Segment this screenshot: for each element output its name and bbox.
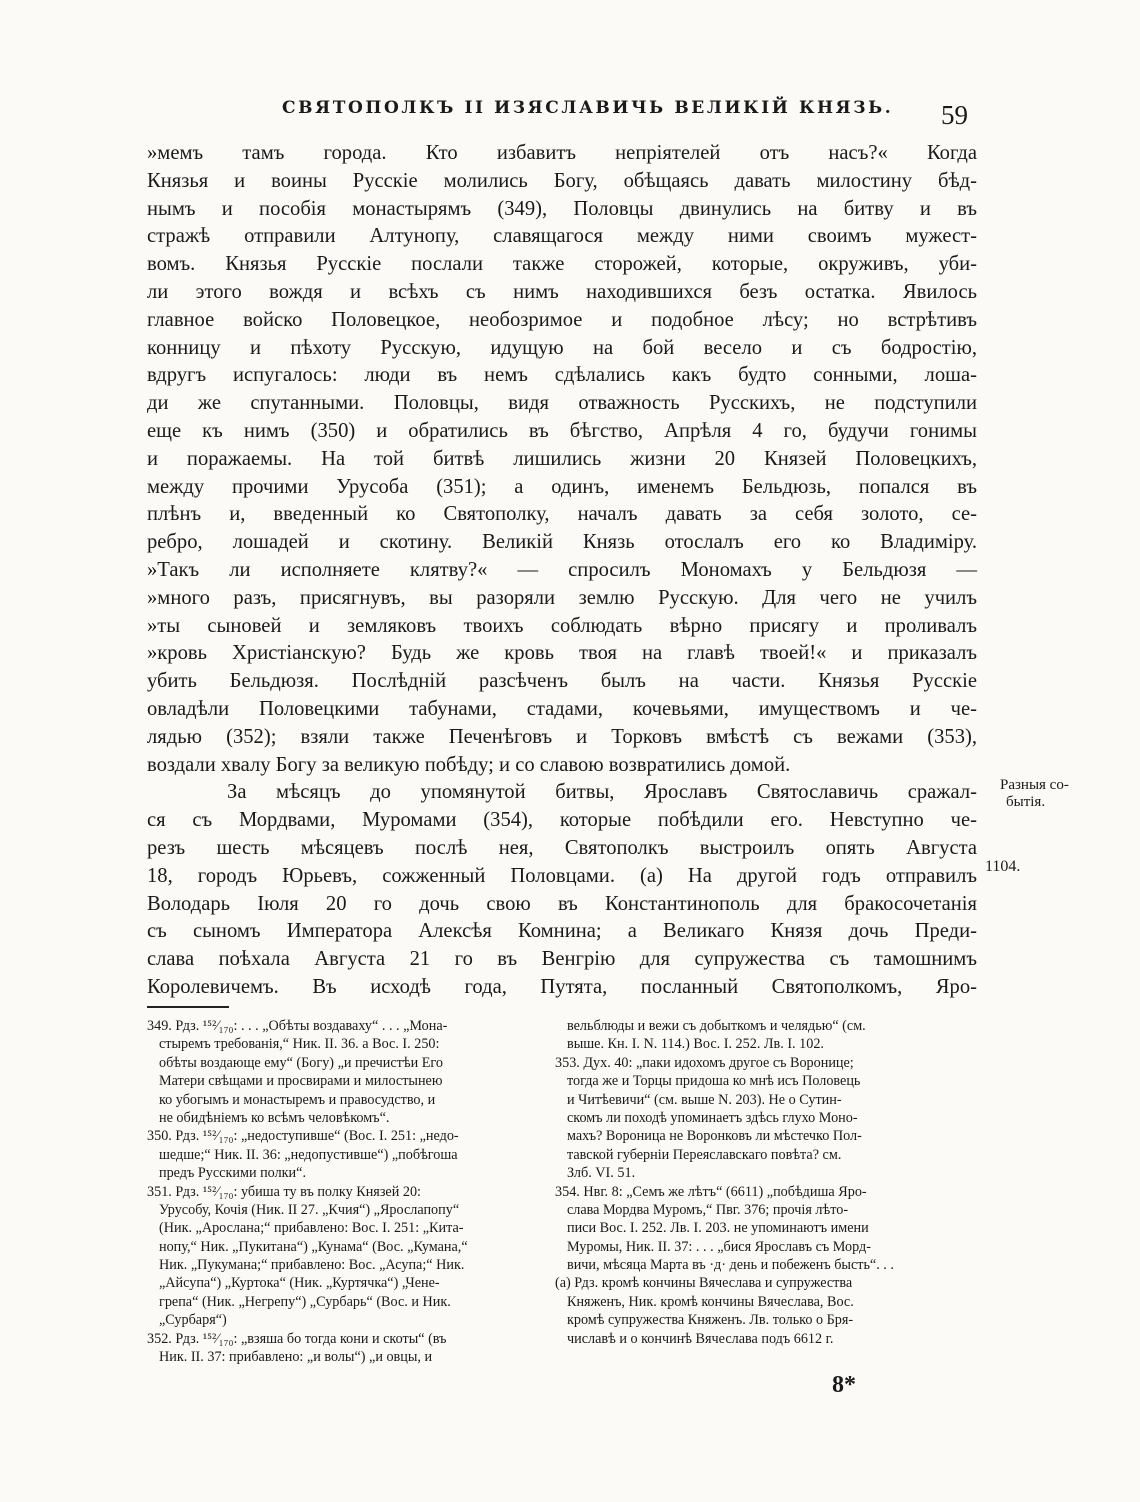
footnotes-left-column — [147, 1017, 547, 1366]
body-line: ди же спутанными. Половцы, видя отважность Русскихъ, не подступили — [147, 392, 977, 415]
footnote-line: стыремъ требованія,“ Ник. II. 36. а Вос. I. 250: — [159, 1036, 440, 1053]
body-line: »Такъ ли исполняете клятву?« — спросилъ Мономахъ у Бельдюзя — — [147, 558, 977, 581]
main-text — [147, 140, 977, 1002]
footnote-line: шедше;“ Ник. II. 36: „недопустивше“) „побѣгоша — [159, 1146, 458, 1163]
footnote-line: скомъ ли походѣ упоминаетъ здѣсь глухо Моно- — [567, 1109, 858, 1126]
footnote-line: Ник. II. 37: прибавлено: „и волы“) „и овцы, и — [159, 1349, 433, 1366]
footnote-line: 354. Нвг. 8: „Семъ же лѣтъ“ (6611) „побѣдиша Яро- — [555, 1183, 867, 1200]
body-line: убить Бельдюзя. Послѣдній разсѣченъ былъ на части. Князья Русскіе — [147, 670, 977, 693]
margin-note-events-1: Разныя со- — [1000, 777, 1069, 793]
footnote-line: тогда же и Торцы придоша ко мнѣ исъ Половець — [567, 1073, 861, 1090]
footnote-line: „Айсупа“) „Куртока“ (Ник. „Куртячка“) „Чене- — [159, 1275, 440, 1292]
footnote-rule — [147, 1006, 229, 1008]
footnote-line: не обидѣніемъ ко всѣмъ человѣкомъ“. — [159, 1109, 390, 1126]
body-line: »ты сыновей и земляковъ твоихъ соблюдать вѣрно присягу и проливалъ — [147, 614, 977, 637]
footnote-line: Ник. „Пукумана;“ прибавлено: Вос. „Асупа;“ Ник. — [159, 1257, 465, 1274]
footnote-line: 353. Дух. 40: „паки идохомъ другое съ Воронице; — [555, 1054, 854, 1071]
footnote-line: Княженъ, Ник. кромѣ кончины Вячеслава, Вос. — [567, 1293, 854, 1310]
body-line: плѣнъ и, введенный ко Святополку, началъ давать за себя золото, се- — [147, 503, 977, 526]
body-line: между прочими Урусоба (351); а одинъ, именемъ Бельдюзь, попался въ — [147, 475, 977, 498]
footnote-line: нопу,“ Ник. „Пукитана“) „Кунама“ (Вос. „Кумана,“ — [159, 1238, 468, 1255]
footnote-line: обѣты воздающе ему“ (Богу) „и пречистѣи Его — [159, 1054, 443, 1071]
body-line: За мѣсяцъ до упомянутой битвы, Ярославъ Святославичь сражал- — [227, 781, 977, 804]
signature-mark: 8* — [832, 1372, 856, 1398]
body-line: Князья и воины Русскіе молились Богу, обѣщаясь давать милостину бѣд- — [147, 169, 977, 192]
body-line: »мемъ тамъ города. Кто избавитъ непріятелей отъ насъ?« Когда — [147, 142, 977, 164]
footnote-line: 350. Рдз. ¹⁵²⁄₁₇₀: „недоступивше“ (Вос. I. 251: „недо- — [147, 1128, 459, 1145]
body-line: стражѣ отправили Алтунопу, славящагося между ними своимъ мужест- — [147, 225, 977, 248]
running-title: СВЯТОПОЛКЪ II ИЗЯСЛАВИЧЬ ВЕЛИКІЙ КНЯЗЬ. — [282, 98, 894, 118]
footnotes-right-column — [555, 1017, 955, 1348]
footnote-line: писи Вос. I. 252. Лв. I. 203. не упоминаютъ имени — [567, 1220, 869, 1237]
footnote-line: Муромы, Ник. II. 37: . . . „бися Ярославъ съ Морд- — [567, 1238, 871, 1255]
footnote-line: грепа“ (Ник. „Негрепу“) „Сурбарь“ (Вос. и Ник. — [159, 1293, 451, 1310]
footnote-line: и Читѣевичи“ (см. выше N. 203). Не о Сутин- — [567, 1091, 842, 1108]
footnote-line: Матери свѣщами и просвирами и милостынею — [159, 1073, 443, 1090]
body-line: ли этого вождя и всѣхъ съ нимъ находившихся безъ остатка. Явилось — [147, 280, 977, 303]
body-line: слава поѣхала Августа 21 го въ Венгрію для супружества съ тамошнимъ — [147, 948, 977, 971]
body-line: Володарь Іюля 20 го дочь свою въ Константинополь для бракосочетанія — [147, 892, 977, 915]
body-line: ся съ Мордвами, Муромами (354), которые побѣдили его. Невступно че- — [147, 809, 977, 832]
body-line: лядью (352); взяли также Печенѣговъ и Торковъ вмѣстѣ съ вежами (353), — [147, 725, 977, 748]
body-line: главное войско Половецкое, необозримое и подобное лѣсу; но встрѣтивъ — [147, 308, 977, 331]
body-line: воздали хвалу Богу за великую побѣду; и со славою возвратились домой. — [147, 753, 791, 776]
body-line: вомъ. Князья Русскіе послали также сторожей, которые, окруживъ, уби- — [147, 253, 977, 276]
body-line: съ сыномъ Императора Алексѣя Комнина; а Великаго Князя дочь Преди- — [147, 920, 977, 943]
margin-note-year: 1104. — [985, 858, 1021, 875]
body-line: еще къ нимъ (350) и обратились въ бѣгство, Апрѣля 4 го, будучи гонимы — [147, 419, 977, 442]
footnote-line: вичи, мѣсяца Марта въ ·д· день и побеженъ бысть“. . . — [567, 1257, 894, 1274]
margin-note-events-2: бытія. — [1006, 794, 1046, 810]
footnote-line: Урусобу, Кочія (Ник. II 27. „Кчия“) „Ярослапопу“ — [159, 1201, 460, 1218]
footnote-line: 352. Рдз. ¹⁵²⁄₁₇₀: „взяша бо тогда кони и скоты“ (въ — [147, 1330, 447, 1347]
footnote-line: выше. Кн. I. N. 114.) Вос. I. 252. Лв. I. 102. — [567, 1036, 824, 1053]
body-line: овладѣли Половецкими табунами, стадами, кочевьями, имуществомъ и че- — [147, 697, 977, 720]
body-line: конницу и пѣхоту Русскую, идущую на бой весело и съ бодростію, — [147, 336, 977, 359]
footnote-line: ко убогымъ и монастыремъ и правосудство, и — [159, 1091, 436, 1108]
footnote-line: махъ? Вороница не Воронковъ ли мѣстечко Пол- — [567, 1128, 862, 1145]
footnote-line: (Ник. „Арослана;“ прибавлено: Вос. I. 251: „Кита- — [159, 1220, 464, 1237]
page-number: 59 — [941, 100, 968, 130]
footnote-line: (а) Рдз. кромѣ кончины Вячеслава и супружества — [555, 1275, 853, 1292]
footnote-line: предъ Русскими полки“. — [159, 1165, 306, 1182]
body-line: »много разъ, присягнувъ, вы разоряли землю Русскую. Для чего не училъ — [147, 586, 977, 609]
body-line: вдругъ испугалось: люди въ немъ сдѣлались какъ будто сонными, лоша- — [147, 364, 977, 387]
body-line: »кровь Христіанскую? Будь же кровь твоя на главѣ твоей!« и приказалъ — [147, 642, 977, 665]
footnote-line: 351. Рдз. ¹⁵²⁄₁₇₀: убиша ту въ полку Князей 20: — [147, 1183, 421, 1200]
footnote-line: слава Мордва Муромъ,“ Пвг. 376; прочія лѣто- — [567, 1201, 849, 1218]
footnote-line: „Сурбаря“) — [159, 1312, 227, 1329]
body-line: и поражаемы. На той битвѣ лишились жизни 20 Князей Половецкихъ, — [147, 447, 977, 470]
body-line: резъ шесть мѣсяцевъ послѣ нея, Святополкъ выстроилъ опять Августа — [147, 836, 977, 859]
body-line: 18, городъ Юрьевъ, сожженный Половцами. (а) На другой годъ отправилъ — [147, 864, 977, 887]
body-line: нымъ и пособія монастырямъ (349), Половцы двинулись на битву и въ — [147, 197, 977, 220]
footnote-line: Злб. VI. 51. — [567, 1165, 636, 1182]
footnote-line: тавской губерніи Переяславскаго повѣта? см. — [567, 1146, 842, 1163]
footnote-line: вельблюды и вежи съ добыткомъ и челядью“ (см. — [567, 1018, 866, 1034]
footnote-line: 349. Рдз. ¹⁵²⁄₁₇₀: . . . „Обѣты воздаваху“ . . . „Мона- — [147, 1018, 448, 1034]
footnote-line: числавѣ и о кончинѣ Вячеслава подъ 6612 г. — [567, 1330, 834, 1347]
footnote-line: кромѣ супружества Княженъ. Лв. только о Бря- — [567, 1312, 854, 1329]
body-line: ребро, лошадей и скотину. Великій Князь отослалъ его ко Владиміру. — [147, 531, 977, 554]
body-line: Королевичемъ. Въ исходѣ года, Путята, посланный Святополкомъ, Яро- — [147, 975, 977, 998]
